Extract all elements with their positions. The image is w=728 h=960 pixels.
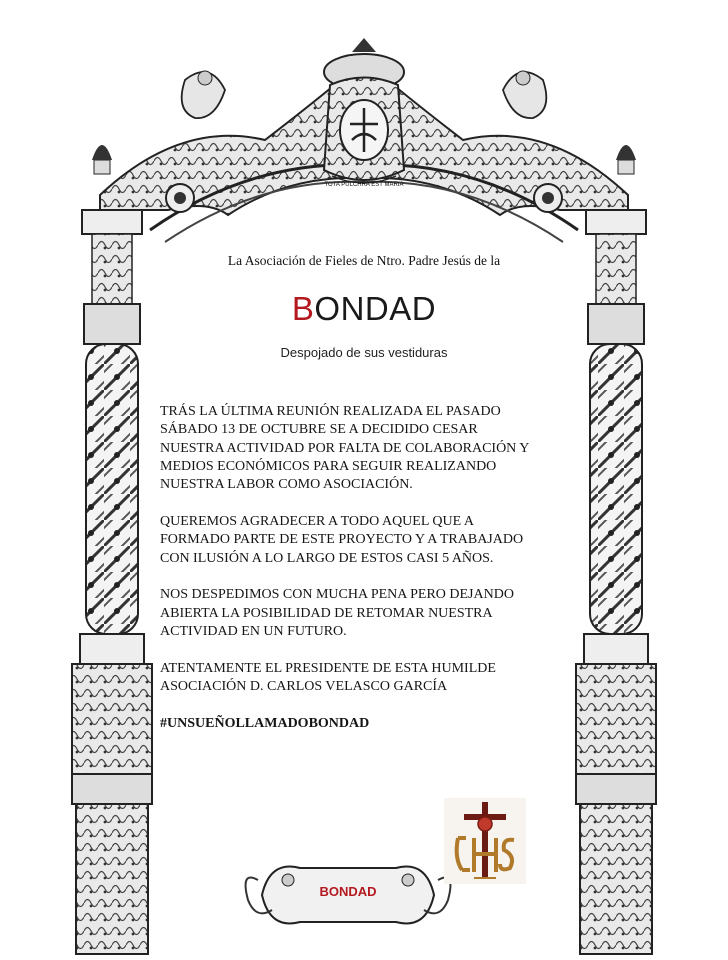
left-column xyxy=(72,210,152,954)
cartouche-label: BONDAD xyxy=(319,884,377,899)
association-line: La Asociación de Fieles de Ntro. Padre Jesús de la xyxy=(227,253,501,268)
paragraph-farewell: NOS DESPEDIMOS CON MUCHA PENA PERO DEJANDO ABIERTA LA POSIBILIDAD DE RETOMAR NUESTRA ACTIVIDAD EN UN FUTURO. xyxy=(160,587,514,639)
title-bondad xyxy=(150,290,578,328)
title-rest: ONDAD xyxy=(314,290,437,327)
announcement-body xyxy=(160,403,540,733)
jhs-cross-emblem-icon xyxy=(444,798,526,884)
right-column xyxy=(576,210,656,954)
hashtag: #UNSUEÑOLLAMADOBONDAD xyxy=(160,715,370,731)
title-initial: B xyxy=(291,290,315,327)
paragraph-signature: ATENTAMENTE EL PRESIDENTE DE ESTA HUMILDE ASOCIACIÓN D. CARLOS VELASCO GARCÍA xyxy=(160,660,496,695)
svg-text:TOTA PULCHRA EST MARIA: TOTA PULCHRA EST MARIA xyxy=(324,182,404,188)
subtitle: Despojado de sus vestiduras xyxy=(280,345,448,360)
crown-crest-icon xyxy=(324,38,404,188)
finial-right xyxy=(616,145,636,174)
paragraph-thanks: QUEREMOS AGRADECER A TODO AQUEL QUE A FORMADO PARTE DE ESTE PROYECTO Y A TRABAJADO CON ILUSIÓN A LO LARGO DE ESTOS CASI 5 AÑOS. xyxy=(160,513,524,566)
finial-left xyxy=(92,145,112,174)
paragraph-closure: TRÁS LA ÚLTIMA REUNIÓN REALIZADA EL PASADO SÁBADO 13 DE OCTUBRE SE A DECIDIDO CESAR NUESTRA ACTIVIDAD POR FALTA DE COLABORACIÓN Y MEDIOS ECONÓMICOS PARA SEGUIR REALIZANDO NUESTRA LABOR COMO ASOCIACIÓN. xyxy=(160,404,529,493)
